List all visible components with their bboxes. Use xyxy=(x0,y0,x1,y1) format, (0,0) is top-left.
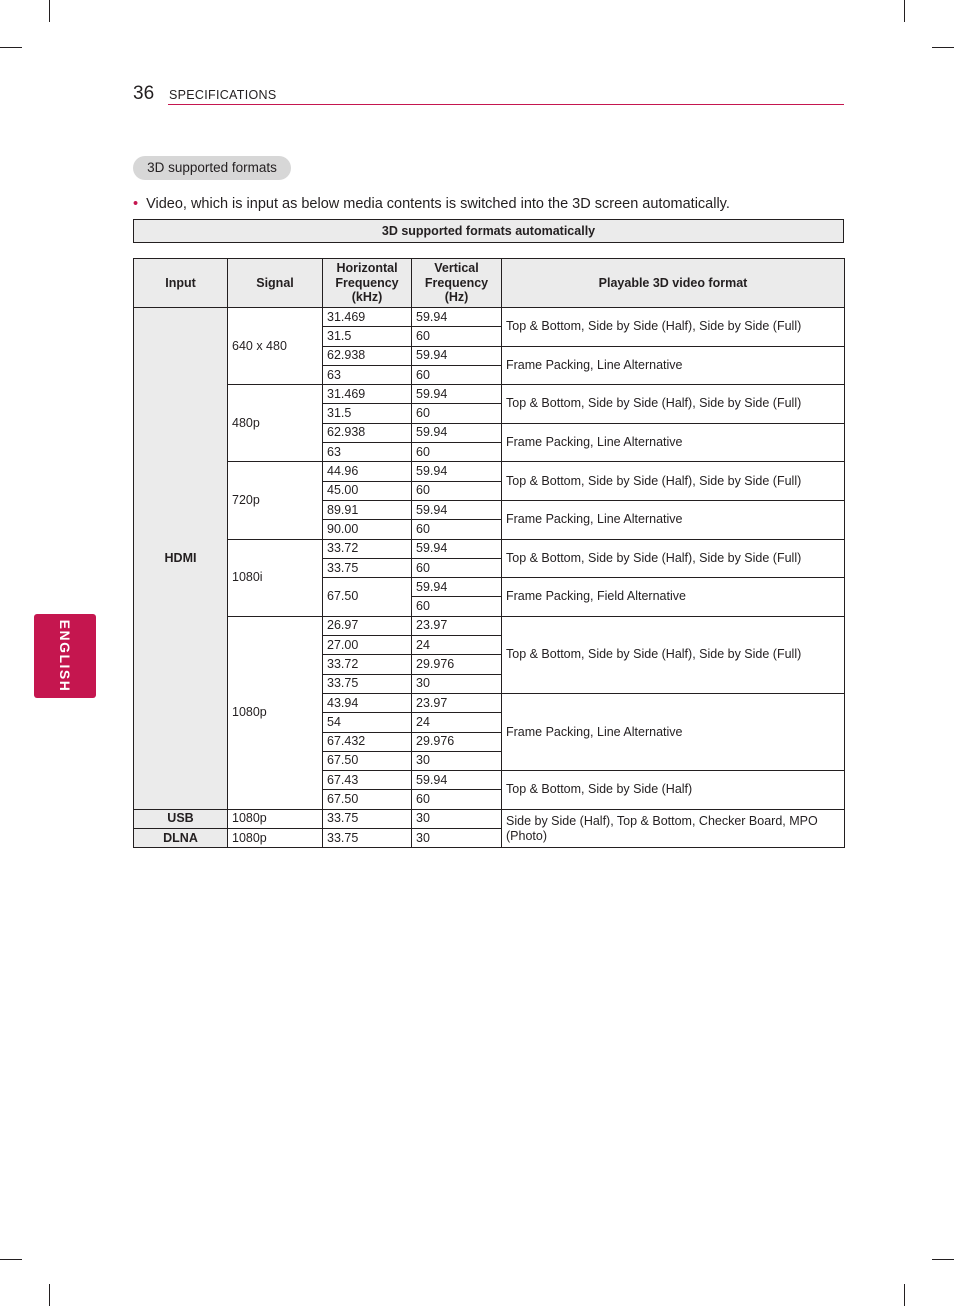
h-freq-cell: 33.75 xyxy=(323,809,412,828)
v-freq-cell: 60 xyxy=(412,520,502,539)
v-freq-cell: 59.94 xyxy=(412,385,502,404)
format-cell: Top & Bottom, Side by Side (Half), Side by Side (Full) xyxy=(502,616,845,693)
input-cell: DLNA xyxy=(134,829,228,848)
h-freq-cell: 33.72 xyxy=(323,655,412,674)
h-freq-cell: 67.432 xyxy=(323,732,412,751)
v-freq-cell: 60 xyxy=(412,597,502,616)
signal-cell: 640 x 480 xyxy=(228,308,323,385)
v-freq-cell: 30 xyxy=(412,751,502,770)
v-freq-cell: 59.94 xyxy=(412,771,502,790)
v-freq-cell: 29.976 xyxy=(412,732,502,751)
format-cell: Top & Bottom, Side by Side (Half), Side by Side (Full) xyxy=(502,308,845,347)
crop-mark xyxy=(932,47,954,48)
input-cell: USB xyxy=(134,809,228,828)
signal-cell: 1080p xyxy=(228,616,323,809)
h-freq-cell: 43.94 xyxy=(323,693,412,712)
crop-mark xyxy=(49,1284,50,1306)
h-freq-cell: 33.75 xyxy=(323,829,412,848)
bullet-icon: • xyxy=(133,196,139,212)
format-cell: Frame Packing, Line Alternative xyxy=(502,346,845,385)
table-row xyxy=(134,308,845,327)
table-row xyxy=(134,462,845,481)
table-row xyxy=(134,616,845,635)
v-freq-cell: 60 xyxy=(412,790,502,809)
v-freq-cell: 60 xyxy=(412,443,502,462)
table-row xyxy=(134,385,845,404)
v-freq-cell: 59.94 xyxy=(412,308,502,327)
table-row xyxy=(134,539,845,558)
h-freq-cell: 67.50 xyxy=(323,751,412,770)
format-cell: Frame Packing, Line Alternative xyxy=(502,423,845,462)
v-freq-cell: 30 xyxy=(412,829,502,848)
v-freq-cell: 60 xyxy=(412,327,502,346)
v-freq-cell: 60 xyxy=(412,404,502,423)
format-cell: Frame Packing, Line Alternative xyxy=(502,693,845,770)
h-freq-cell: 33.75 xyxy=(323,674,412,693)
v-freq-cell: 60 xyxy=(412,558,502,577)
v-freq-cell: 59.94 xyxy=(412,423,502,442)
h-freq-cell: 67.43 xyxy=(323,771,412,790)
header-vertical-frequency: Vertical Frequency (Hz) xyxy=(412,259,502,308)
h-freq-cell: 44.96 xyxy=(323,462,412,481)
v-freq-cell: 23.97 xyxy=(412,693,502,712)
signal-cell: 480p xyxy=(228,385,323,462)
header-input: Input xyxy=(134,259,228,308)
v-freq-cell: 59.94 xyxy=(412,346,502,365)
header-signal: Signal xyxy=(228,259,323,308)
h-freq-cell: 63 xyxy=(323,365,412,384)
v-freq-cell: 60 xyxy=(412,481,502,500)
section-badge: 3D supported formats xyxy=(133,156,291,180)
h-freq-cell: 31.5 xyxy=(323,404,412,423)
h-freq-cell: 45.00 xyxy=(323,481,412,500)
format-cell: Top & Bottom, Side by Side (Half), Side by Side (Full) xyxy=(502,539,845,578)
format-cell: Frame Packing, Field Alternative xyxy=(502,578,845,617)
table-caption: 3D supported formats automatically xyxy=(133,219,844,243)
header-horizontal-frequency: Horizontal Frequency (kHz) xyxy=(323,259,412,308)
h-freq-cell: 31.5 xyxy=(323,327,412,346)
signal-cell: 1080p xyxy=(228,809,323,828)
crop-mark xyxy=(904,0,905,22)
intro-bullet xyxy=(133,196,730,212)
crop-mark xyxy=(932,1259,954,1260)
h-freq-cell: 62.938 xyxy=(323,423,412,442)
signal-cell: 720p xyxy=(228,462,323,539)
language-tab xyxy=(34,614,96,698)
v-freq-cell: 29.976 xyxy=(412,655,502,674)
v-freq-cell: 59.94 xyxy=(412,578,502,597)
h-freq-cell: 26.97 xyxy=(323,616,412,635)
spec-table xyxy=(133,258,845,848)
format-cell: Top & Bottom, Side by Side (Half), Side by Side (Full) xyxy=(502,385,845,424)
format-cell: Frame Packing, Line Alternative xyxy=(502,500,845,539)
v-freq-cell: 24 xyxy=(412,636,502,655)
v-freq-cell: 23.97 xyxy=(412,616,502,635)
crop-mark xyxy=(0,1259,22,1260)
h-freq-cell: 67.50 xyxy=(323,790,412,809)
h-freq-cell: 31.469 xyxy=(323,385,412,404)
v-freq-cell: 59.94 xyxy=(412,462,502,481)
v-freq-cell: 30 xyxy=(412,809,502,828)
crop-mark xyxy=(904,1284,905,1306)
input-cell: HDMI xyxy=(134,308,228,810)
h-freq-cell: 33.72 xyxy=(323,539,412,558)
h-freq-cell: 54 xyxy=(323,713,412,732)
v-freq-cell: 30 xyxy=(412,674,502,693)
v-freq-cell: 60 xyxy=(412,365,502,384)
h-freq-cell: 63 xyxy=(323,443,412,462)
format-cell: Top & Bottom, Side by Side (Half) xyxy=(502,771,845,810)
v-freq-cell: 59.94 xyxy=(412,539,502,558)
table-header-row xyxy=(134,259,845,308)
signal-cell: 1080p xyxy=(228,829,323,848)
format-cell: Top & Bottom, Side by Side (Half), Side by Side (Full) xyxy=(502,462,845,501)
h-freq-cell: 31.469 xyxy=(323,308,412,327)
v-freq-cell: 24 xyxy=(412,713,502,732)
crop-mark xyxy=(49,0,50,22)
h-freq-cell: 89.91 xyxy=(323,500,412,519)
crop-mark xyxy=(0,47,22,48)
h-freq-cell: 33.75 xyxy=(323,558,412,577)
h-freq-cell: 62.938 xyxy=(323,346,412,365)
section-title: SPECIFICATIONS xyxy=(169,88,277,102)
format-cell: Side by Side (Half), Top & Bottom, Checker Board, MPO (Photo) xyxy=(502,809,845,848)
intro-text: Video, which is input as below media contents is switched into the 3D screen automatically. xyxy=(146,196,730,212)
h-freq-cell: 90.00 xyxy=(323,520,412,539)
header-playable-format: Playable 3D video format xyxy=(502,259,845,308)
header-rule xyxy=(168,104,844,105)
h-freq-cell: 67.50 xyxy=(323,578,412,617)
page-number: 36 xyxy=(133,83,155,104)
signal-cell: 1080i xyxy=(228,539,323,616)
v-freq-cell: 59.94 xyxy=(412,500,502,519)
h-freq-cell: 27.00 xyxy=(323,636,412,655)
language-tab-label: ENGLISH xyxy=(57,619,73,693)
table-row xyxy=(134,809,845,828)
